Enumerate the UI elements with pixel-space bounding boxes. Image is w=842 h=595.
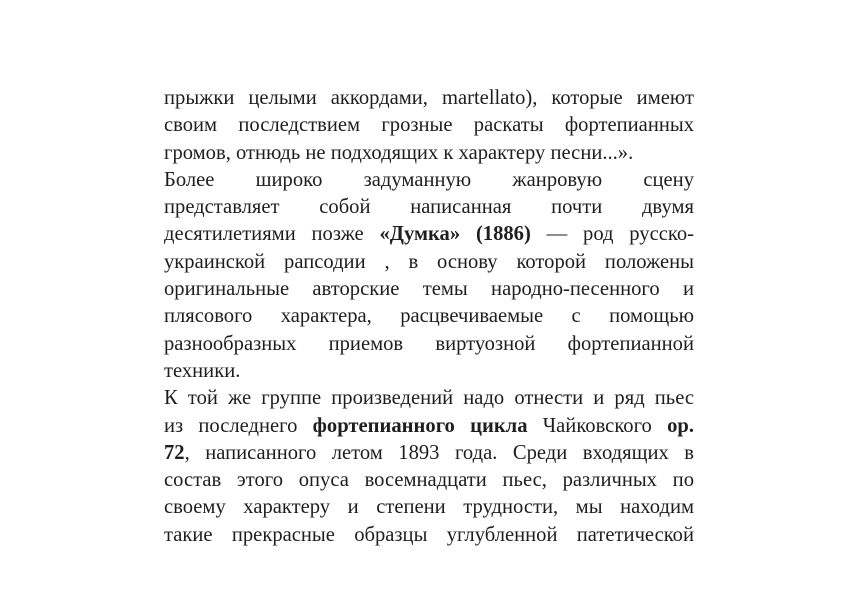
text-line xyxy=(164,467,694,494)
text-line xyxy=(164,331,694,358)
text-segment: десятилетиями позже xyxy=(164,223,380,246)
text-segment: Более широко задуманную жанровую сцену xyxy=(164,168,694,191)
text-segment: Чайковского xyxy=(527,414,668,437)
text-segment: прыжки целыми аккордами, martellato), которые имеют xyxy=(164,87,694,109)
text-segment: состав этого опуса восемнадцати пьес, различных по xyxy=(164,469,694,492)
text-line xyxy=(164,358,694,385)
text-segment: техники. xyxy=(164,359,241,382)
text-line xyxy=(164,167,694,194)
text-line xyxy=(164,413,694,440)
paragraph xyxy=(164,85,694,167)
text-block xyxy=(164,85,694,549)
text-segment: плясового характера, расцвечиваемые с помощью xyxy=(164,305,694,328)
paragraph xyxy=(164,385,694,549)
text-segment: представляет собой написанная почти двумя xyxy=(164,196,694,219)
bold-text-segment: 72 xyxy=(164,441,185,464)
text-line xyxy=(164,522,694,549)
text-line xyxy=(164,494,694,521)
text-line xyxy=(164,385,694,412)
text-segment: — род русско- xyxy=(530,223,694,246)
text-segment: , написанного летом 1893 года. Среди входящих в xyxy=(184,441,694,464)
text-line xyxy=(164,303,694,330)
text-segment: из последнего xyxy=(164,414,313,437)
bold-text-segment: фортепианного цикла xyxy=(312,414,528,437)
text-line xyxy=(164,440,694,467)
paragraph xyxy=(164,167,694,385)
text-line xyxy=(164,140,694,167)
text-line xyxy=(164,85,694,112)
bold-text-segment: ор. xyxy=(667,414,694,437)
text-line xyxy=(164,249,694,276)
text-segment: своему характеру и степени трудности, мы находим xyxy=(164,496,694,519)
text-segment: своим последствием грозные раскаты фортепианных xyxy=(164,114,694,137)
text-line xyxy=(164,276,694,303)
text-segment: такие прекрасные образцы углубленной патетической xyxy=(164,523,694,546)
text-segment: украинской рапсодии , в основу которой положены xyxy=(164,250,694,273)
bold-text-segment: «Думка» (1886) xyxy=(379,223,531,246)
text-line xyxy=(164,194,694,221)
text-line xyxy=(164,221,694,248)
text-segment: оригинальные авторские темы народно-песенного и xyxy=(164,278,694,301)
text-segment: громов, отнюдь не подходящих к характеру песни...». xyxy=(164,141,634,164)
text-segment: разнообразных приемов виртуозной фортепианной xyxy=(164,332,694,355)
text-segment: К той же группе произведений надо отнести и ряд пьес xyxy=(164,387,694,410)
text-line xyxy=(164,112,694,139)
